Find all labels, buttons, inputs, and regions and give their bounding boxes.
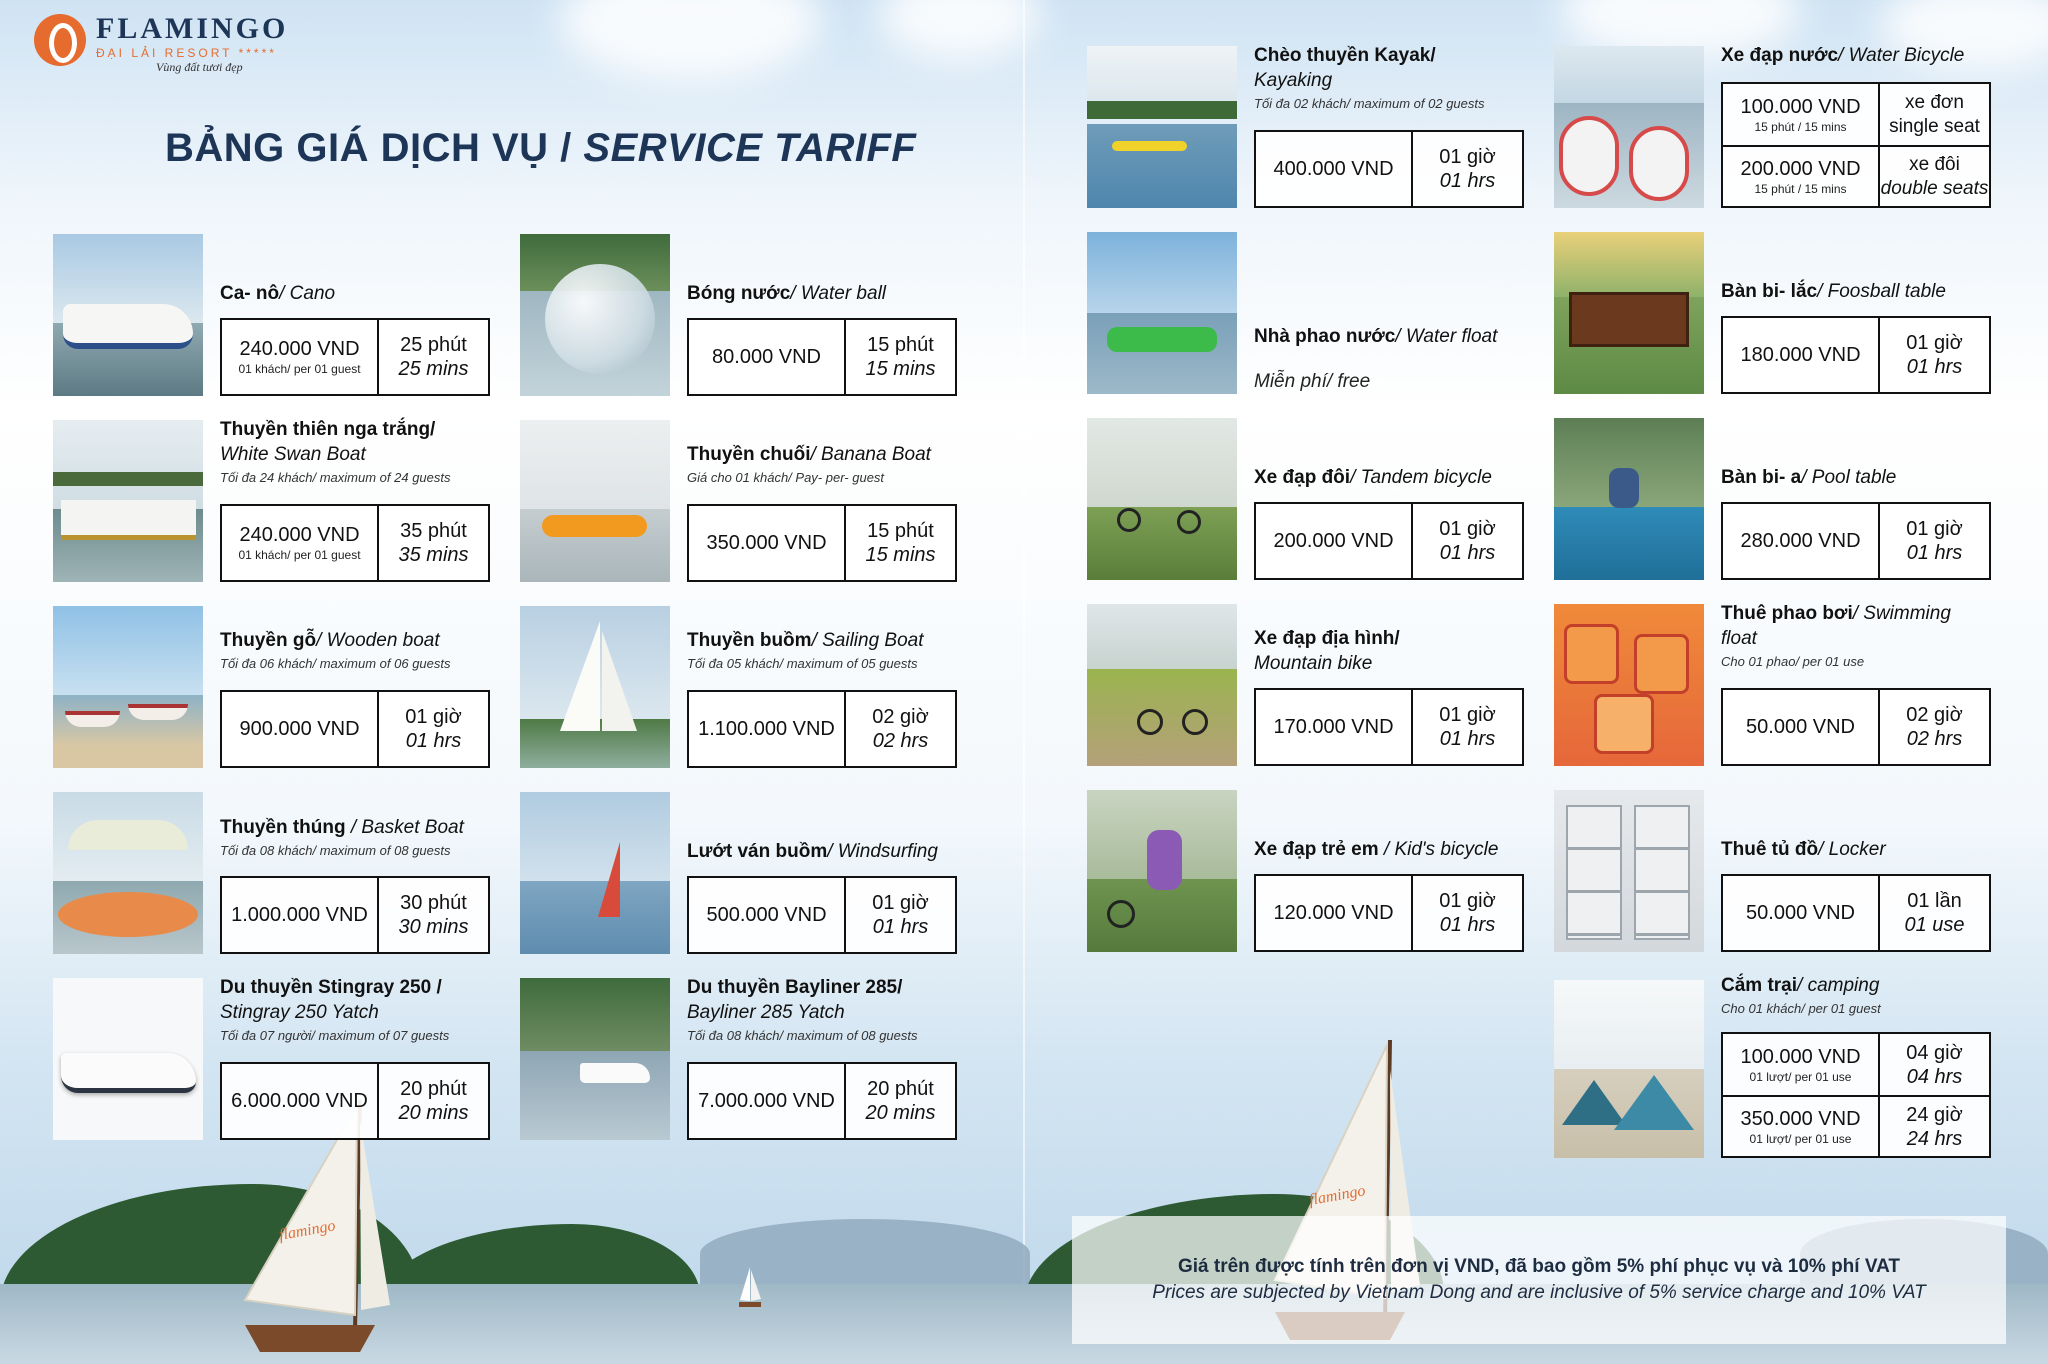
flamingo-logo xyxy=(34,12,288,75)
water-bicycle-per-single: 15 phút / 15 mins xyxy=(1754,119,1847,134)
service-water-bicycle xyxy=(1554,46,1994,208)
sailing-name-en: / Sailing Boat xyxy=(811,630,924,651)
pool-price-box xyxy=(1721,502,1991,580)
water-bicycle-name-vi: Xe đạp nước xyxy=(1721,45,1839,66)
mountain-bike-duration-vi: 01 giờ xyxy=(1439,704,1496,726)
banana-duration-vi: 15 phút xyxy=(867,520,934,542)
camping-price-4h: 100.000 VND xyxy=(1740,1045,1861,1068)
pricing-note xyxy=(1072,1216,2006,1344)
stingray-duration-vi: 20 phút xyxy=(400,1078,467,1100)
kids-bicycle-price-box xyxy=(1254,874,1524,952)
basket-note: Tối đa 08 khách/ maximum of 08 guests xyxy=(220,843,451,858)
tandem-duration-vi: 01 giờ xyxy=(1439,518,1496,540)
water-bicycle-name-en: / Water Bicycle xyxy=(1838,45,1965,66)
stingray-name-vi: Du thuyền Stingray 250 / xyxy=(220,977,442,998)
banana-boat-photo xyxy=(520,420,670,582)
camping-duration-24h-vi: 24 giờ xyxy=(1906,1103,1963,1126)
water-bicycle-price-single: 100.000 VND xyxy=(1740,95,1861,118)
locker-duration-vi: 01 lần xyxy=(1907,890,1962,912)
camping-photo xyxy=(1554,980,1704,1158)
wooden-duration-en: 01 hrs xyxy=(405,730,462,752)
pool-duration-en: 01 hrs xyxy=(1906,542,1963,564)
camping-name-en: / camping xyxy=(1797,975,1880,996)
tandem-name-en: / Tandem bicycle xyxy=(1350,467,1492,488)
water-float-name-vi: Nhà phao nước xyxy=(1254,326,1396,347)
swimming-float-duration-vi: 02 giờ xyxy=(1906,704,1963,726)
locker-duration-en: 01 use xyxy=(1904,914,1965,936)
sailing-duration-vi: 02 giờ xyxy=(872,706,929,728)
pool-duration-vi: 01 giờ xyxy=(1906,518,1963,540)
brand-subtitle: ĐẠI LẢI RESORT ***** xyxy=(96,46,277,60)
foosball-price: 180.000 VND xyxy=(1740,343,1861,366)
service-basket-boat xyxy=(53,792,493,954)
basket-name-en: / Basket Boat xyxy=(345,817,464,838)
cano-name-vi: Ca- nô xyxy=(220,283,280,304)
windsurf-name-vi: Lướt ván buồm xyxy=(687,841,828,862)
windsurf-duration-en: 01 hrs xyxy=(872,916,929,938)
tandem-price-box xyxy=(1254,502,1524,580)
sail-brand-text: flamingo xyxy=(1307,1182,1367,1209)
kayak-duration-en: 01 hrs xyxy=(1439,170,1496,192)
camping-per-4h: 01 lượt/ per 01 use xyxy=(1749,1069,1852,1084)
mountain-bike-name-en: Mountain bike xyxy=(1254,653,1373,674)
windsurf-price: 500.000 VND xyxy=(706,903,827,926)
sailing-price: 1.100.000 VND xyxy=(698,717,835,740)
camping-note: Cho 01 khách/ per 01 guest xyxy=(1721,1001,1881,1016)
bayliner-note: Tối đa 08 khách/ maximum of 08 guests xyxy=(687,1028,918,1043)
kids-bicycle-name-en: / Kid's bicycle xyxy=(1378,839,1499,860)
water-bicycle-type-double-vi: xe đôi xyxy=(1909,153,1960,175)
pool-price: 280.000 VND xyxy=(1740,529,1861,552)
pool-name-en: / Pool table xyxy=(1801,467,1897,488)
stingray-price-box xyxy=(220,1062,490,1140)
basket-duration-en: 30 mins xyxy=(398,916,469,938)
swan-duration-en: 35 mins xyxy=(398,544,469,566)
wooden-price: 900.000 VND xyxy=(239,717,360,740)
foosball-photo xyxy=(1554,232,1704,394)
camping-duration-24h-en: 24 hrs xyxy=(1906,1127,1963,1150)
service-tandem-bicycle xyxy=(1087,418,1527,580)
sailing-name-vi: Thuyền buồm xyxy=(687,630,812,651)
page-title xyxy=(165,126,916,171)
kayak-price: 400.000 VND xyxy=(1273,157,1394,180)
page-divider xyxy=(1023,0,1025,1364)
locker-name-en: / Locker xyxy=(1818,839,1886,860)
service-locker xyxy=(1554,790,1994,952)
bayliner-duration-en: 20 mins xyxy=(865,1102,936,1124)
water-ball-duration-en: 15 mins xyxy=(865,358,936,380)
swan-name-en: White Swan Boat xyxy=(220,444,366,465)
bayliner-duration-vi: 20 phút xyxy=(867,1078,934,1100)
pool-table-photo xyxy=(1554,418,1704,580)
foosball-name-en: / Foosball table xyxy=(1817,281,1946,302)
tandem-duration-en: 01 hrs xyxy=(1439,542,1496,564)
swan-duration-vi: 35 phút xyxy=(400,520,467,542)
service-kids-bicycle xyxy=(1087,790,1527,952)
windsurf-price-box xyxy=(687,876,957,954)
cano-photo xyxy=(53,234,203,396)
swan-price-box xyxy=(220,504,490,582)
service-white-swan-boat xyxy=(53,420,493,582)
kids-bicycle-photo xyxy=(1087,790,1237,952)
cano-per: 01 khách/ per 01 guest xyxy=(238,362,361,376)
service-stingray-yacht xyxy=(53,978,493,1140)
swimming-float-price: 50.000 VND xyxy=(1746,715,1855,738)
service-swimming-float xyxy=(1554,604,1994,766)
swan-note: Tối đa 24 khách/ maximum of 24 guests xyxy=(220,470,451,485)
cano-name-en: / Cano xyxy=(279,283,336,304)
water-ball-name-vi: Bóng nước xyxy=(687,283,791,304)
swimming-float-duration-en: 02 hrs xyxy=(1906,728,1963,750)
cano-duration-vi: 25 phút xyxy=(400,334,467,356)
bayliner-name-vi: Du thuyền Bayliner 285/ xyxy=(687,977,903,998)
kayak-note: Tối đa 02 khách/ maximum of 02 guests xyxy=(1254,96,1485,111)
stingray-note: Tối đa 07 người/ maximum of 07 guests xyxy=(220,1028,450,1043)
bayliner-price-box xyxy=(687,1062,957,1140)
foosball-name-vi: Bàn bi- lắc xyxy=(1721,281,1818,302)
title-en: SERVICE TARIFF xyxy=(583,126,917,170)
banana-price-box xyxy=(687,504,957,582)
water-ball-price-box xyxy=(687,318,957,396)
wooden-name-vi: Thuyền gỗ xyxy=(220,630,317,651)
cloud xyxy=(560,0,820,80)
brand-name: FLAMINGO xyxy=(96,12,289,45)
foosball-duration-vi: 01 giờ xyxy=(1906,332,1963,354)
windsurf-duration-vi: 01 giờ xyxy=(872,892,929,914)
basket-duration-vi: 30 phút xyxy=(400,892,467,914)
mountain-bike-photo xyxy=(1087,604,1237,766)
wooden-price-box xyxy=(220,690,490,768)
basket-price: 1.000.000 VND xyxy=(231,903,368,926)
service-pool-table xyxy=(1554,418,1994,580)
service-kayak xyxy=(1087,46,1527,208)
water-bicycle-price-box xyxy=(1721,82,1991,208)
camping-name-vi: Cắm trại xyxy=(1721,975,1798,996)
water-ball-duration-vi: 15 phút xyxy=(867,334,934,356)
white-swan-boat-photo xyxy=(53,420,203,582)
banana-name-vi: Thuyền chuối xyxy=(687,444,811,465)
service-camping xyxy=(1554,976,1994,1158)
distant-sailboat xyxy=(735,1265,765,1310)
stingray-yacht-photo xyxy=(53,978,203,1140)
swimming-float-price-box xyxy=(1721,688,1991,766)
service-cano xyxy=(53,234,493,396)
flamingo-logo-icon xyxy=(34,14,86,66)
pool-name-vi: Bàn bi- a xyxy=(1721,467,1802,488)
wooden-name-en: / Wooden boat xyxy=(316,630,440,651)
kayak-photo xyxy=(1087,46,1237,208)
service-water-float xyxy=(1087,232,1527,394)
cloud xyxy=(880,0,1040,60)
windsurf-name-en: / Windsurfing xyxy=(827,841,938,862)
banana-price: 350.000 VND xyxy=(706,531,827,554)
basket-boat-photo xyxy=(53,792,203,954)
swan-per: 01 khách/ per 01 guest xyxy=(238,548,361,562)
sail-brand-text: flamingo xyxy=(277,1217,337,1244)
swimming-float-photo xyxy=(1554,604,1704,766)
kids-bicycle-duration-en: 01 hrs xyxy=(1439,914,1496,936)
mountain-bike-price: 170.000 VND xyxy=(1273,715,1394,738)
water-bicycle-per-double: 15 phút / 15 mins xyxy=(1754,181,1847,196)
foosball-price-box xyxy=(1721,316,1991,394)
bayliner-name-en: Bayliner 285 Yatch xyxy=(687,1002,845,1023)
banana-duration-en: 15 mins xyxy=(865,544,936,566)
kayak-name-vi: Chèo thuyền Kayak/ xyxy=(1254,45,1436,66)
foosball-duration-en: 01 hrs xyxy=(1906,356,1963,378)
kayak-name-en: Kayaking xyxy=(1254,70,1333,91)
service-mountain-bike xyxy=(1087,604,1527,766)
cano-duration-en: 25 mins xyxy=(398,358,469,380)
water-bicycle-type-single-vi: xe đơn xyxy=(1905,91,1964,113)
water-float-photo xyxy=(1087,232,1237,394)
bayliner-yacht-photo xyxy=(520,978,670,1140)
tandem-name-vi: Xe đạp đôi xyxy=(1254,467,1351,488)
camping-duration-4h-vi: 04 giờ xyxy=(1906,1041,1963,1064)
banana-note: Giá cho 01 khách/ Pay- per- guest xyxy=(687,470,885,485)
water-bicycle-price-double: 200.000 VND xyxy=(1740,157,1861,180)
wooden-note: Tối đa 06 khách/ maximum of 06 guests xyxy=(220,656,451,671)
water-bicycle-type-double-en: double seats xyxy=(1880,177,1989,199)
title-vi: BẢNG GIÁ DỊCH VỤ / xyxy=(165,126,584,170)
tandem-bicycle-photo xyxy=(1087,418,1237,580)
cano-price: 240.000 VND xyxy=(239,338,360,360)
service-foosball xyxy=(1554,232,1994,394)
locker-price-box xyxy=(1721,874,1991,952)
mountain-bike-duration-en: 01 hrs xyxy=(1439,728,1496,750)
bayliner-price: 7.000.000 VND xyxy=(698,1089,835,1112)
swimming-float-note: Cho 01 phao/ per 01 use xyxy=(1721,654,1865,669)
tandem-price: 200.000 VND xyxy=(1273,529,1394,552)
wooden-boat-photo xyxy=(53,606,203,768)
sailing-note: Tối đa 05 khách/ maximum of 05 guests xyxy=(687,656,918,671)
locker-name-vi: Thuê tủ đồ xyxy=(1721,839,1819,860)
stingray-duration-en: 20 mins xyxy=(398,1102,469,1124)
mountain-bike-name-vi: Xe đạp địa hình/ xyxy=(1254,628,1400,649)
pricing-note-vi: Giá trên được tính trên đơn vị VND, đã bao gồm 5% phí phục vụ và 10% phí VAT xyxy=(1177,1256,1901,1277)
swimming-float-name-vi: Thuê phao bơi xyxy=(1721,603,1853,624)
service-water-ball xyxy=(520,234,960,396)
kayak-price-box xyxy=(1254,130,1524,208)
basket-name-vi: Thuyền thúng xyxy=(220,817,346,838)
water-ball-price: 80.000 VND xyxy=(712,345,821,368)
sailing-duration-en: 02 hrs xyxy=(872,730,929,752)
camping-price-box xyxy=(1721,1032,1991,1158)
locker-photo xyxy=(1554,790,1704,952)
kayak-duration-vi: 01 giờ xyxy=(1439,146,1496,168)
brand-tagline: Vùng đất tươi đẹp xyxy=(156,60,243,74)
kids-bicycle-duration-vi: 01 giờ xyxy=(1439,890,1496,912)
water-ball-photo xyxy=(520,234,670,396)
kids-bicycle-name-vi: Xe đạp trẻ em xyxy=(1254,839,1379,860)
stingray-name-en: Stingray 250 Yatch xyxy=(220,1002,379,1023)
stingray-price: 6.000.000 VND xyxy=(231,1089,368,1112)
water-bicycle-photo xyxy=(1554,46,1704,208)
water-float-free: Miễn phí/ free xyxy=(1254,371,1371,392)
swimming-float-name-en: / Swimming float xyxy=(1721,603,1951,649)
camping-duration-4h-en: 04 hrs xyxy=(1906,1065,1963,1088)
sailing-price-box xyxy=(687,690,957,768)
basket-price-box xyxy=(220,876,490,954)
pricing-note-en: Prices are subjected by Vietnam Dong and are inclusive of 5% service charge and 10% VAT xyxy=(1152,1282,1926,1303)
service-wooden-boat xyxy=(53,606,493,768)
swan-name-vi: Thuyền thiên nga trắng/ xyxy=(220,419,436,440)
banana-name-en: / Banana Boat xyxy=(810,444,931,465)
swan-price: 240.000 VND xyxy=(239,524,360,546)
locker-price: 50.000 VND xyxy=(1746,901,1855,924)
service-banana-boat xyxy=(520,420,960,582)
camping-price-24h: 350.000 VND xyxy=(1740,1107,1861,1130)
water-float-name-en: / Water float xyxy=(1395,326,1498,347)
service-windsurfing xyxy=(520,792,960,954)
wooden-duration-vi: 01 giờ xyxy=(405,706,462,728)
camping-per-24h: 01 lượt/ per 01 use xyxy=(1749,1131,1852,1146)
kids-bicycle-price: 120.000 VND xyxy=(1273,901,1394,924)
water-ball-name-en: / Water ball xyxy=(790,283,887,304)
service-bayliner-yacht xyxy=(520,978,960,1140)
water-bicycle-type-single-en: single seat xyxy=(1889,115,1980,137)
mountain-bike-price-box xyxy=(1254,688,1524,766)
sailing-boat-photo xyxy=(520,606,670,768)
service-sailing-boat xyxy=(520,606,960,768)
cano-price-box xyxy=(220,318,490,396)
windsurfing-photo xyxy=(520,792,670,954)
